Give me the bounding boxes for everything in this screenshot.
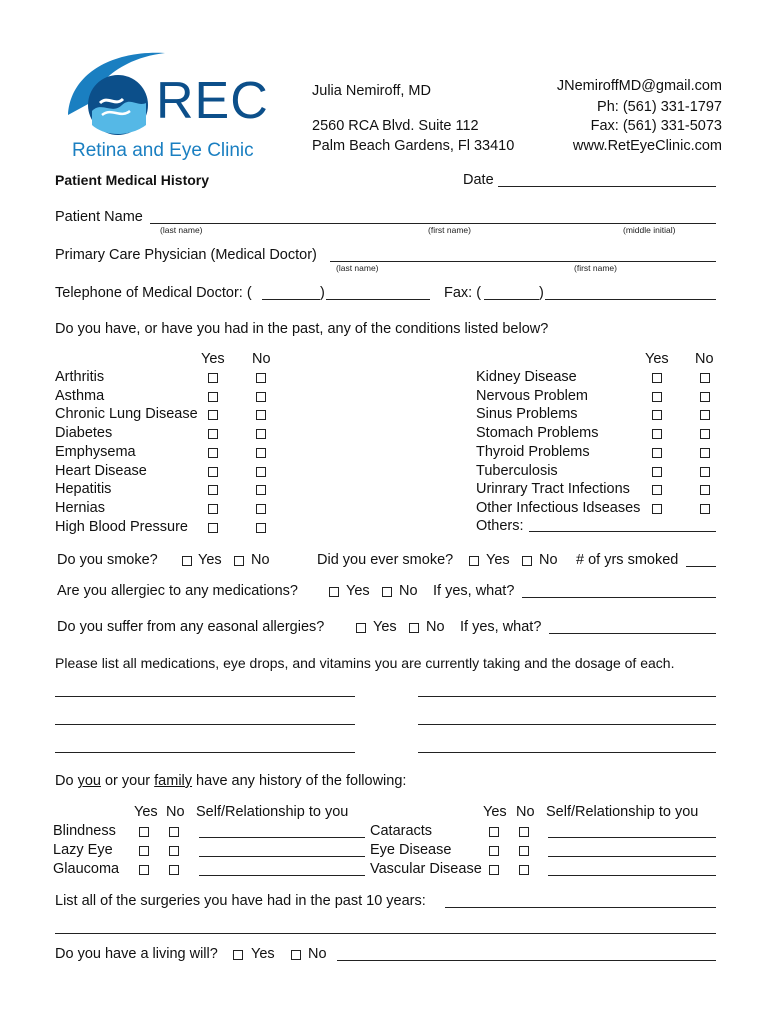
smoke-yes-checkbox[interactable]: [182, 556, 192, 566]
address-line1: 2560 RCA Blvd. Suite 112: [312, 118, 479, 134]
condition-yes-checkbox[interactable]: [652, 429, 662, 439]
seasonal-no-checkbox[interactable]: [409, 623, 419, 633]
smoke-no-label: No: [251, 552, 270, 568]
telephone-close-paren: ): [320, 285, 325, 301]
doctor-name: Julia Nemiroff, MD: [312, 83, 431, 99]
patient-name-field[interactable]: [150, 223, 716, 224]
condition-yes-checkbox[interactable]: [652, 373, 662, 383]
condition-yes-checkbox[interactable]: [208, 373, 218, 383]
surgeries-field[interactable]: [445, 907, 716, 908]
condition-yes-checkbox[interactable]: [652, 504, 662, 514]
family-condition-label: Vascular Disease: [370, 861, 482, 877]
fax-close-paren: ): [539, 285, 544, 301]
condition-yes-checkbox[interactable]: [208, 448, 218, 458]
condition-yes-checkbox[interactable]: [208, 392, 218, 402]
clinic-website: www.RetEyeClinic.com: [572, 138, 722, 154]
living-will-question: Do you have a living will?: [55, 946, 218, 962]
others-label: Others:: [476, 518, 524, 534]
condition-yes-checkbox[interactable]: [652, 410, 662, 420]
family-relationship-field[interactable]: [548, 856, 716, 857]
condition-label: Tuberculosis: [476, 462, 558, 479]
seasonal-yes-checkbox[interactable]: [356, 623, 366, 633]
left-no-header: No: [252, 351, 271, 367]
condition-no-checkbox[interactable]: [256, 392, 266, 402]
family-left-yes-header: Yes: [134, 804, 158, 820]
pcp-label: Primary Care Physician (Medical Doctor): [55, 247, 317, 263]
condition-no-checkbox[interactable]: [700, 485, 710, 495]
logo-text: REC: [156, 72, 269, 130]
smoke-question: Do you smoke?: [57, 552, 158, 568]
living-will-no-checkbox[interactable]: [291, 950, 301, 960]
ever-smoke-no-label: No: [539, 552, 558, 568]
allergic-yes-checkbox[interactable]: [329, 587, 339, 597]
condition-label: Sinus Problems: [476, 406, 578, 423]
family-no-checkbox[interactable]: [169, 846, 179, 856]
ever-smoke-no-checkbox[interactable]: [522, 556, 532, 566]
smoke-no-checkbox[interactable]: [234, 556, 244, 566]
medication-field[interactable]: [55, 696, 355, 697]
clinic-email: JNemiroffMD@gmail.com: [556, 78, 722, 94]
condition-yes-checkbox[interactable]: [652, 392, 662, 402]
seasonal-no-label: No: [426, 619, 445, 635]
patient-name-label: Patient Name: [55, 209, 143, 225]
condition-label: Asthma: [55, 387, 105, 404]
medication-field[interactable]: [418, 696, 716, 697]
allergic-if-yes-label: If yes, what?: [433, 583, 515, 599]
seasonal-details-field[interactable]: [549, 633, 716, 634]
family-relationship-field[interactable]: [199, 856, 365, 857]
clinic-logo: [60, 45, 290, 165]
allergic-yes-label: Yes: [346, 583, 370, 599]
family-condition-label: Eye Disease: [370, 842, 452, 858]
fax-area-field[interactable]: [484, 299, 539, 300]
condition-no-checkbox[interactable]: [256, 429, 266, 439]
condition-label: Emphysema: [55, 443, 136, 460]
condition-label: Urinrary Tract Infections: [476, 481, 630, 498]
family-condition-label: Cataracts: [370, 823, 433, 839]
family-yes-checkbox[interactable]: [489, 827, 499, 837]
allergic-no-checkbox[interactable]: [382, 587, 392, 597]
condition-label: Stomach Problems: [476, 425, 599, 442]
pcp-field[interactable]: [330, 261, 716, 262]
family-relationship-field[interactable]: [548, 837, 716, 838]
condition-no-checkbox[interactable]: [256, 448, 266, 458]
medication-field[interactable]: [55, 752, 355, 753]
allergic-no-label: No: [399, 583, 418, 599]
condition-no-checkbox[interactable]: [256, 504, 266, 514]
condition-no-checkbox[interactable]: [256, 467, 266, 477]
right-no-header: No: [695, 351, 714, 367]
condition-no-checkbox[interactable]: [700, 429, 710, 439]
condition-no-checkbox[interactable]: [700, 410, 710, 420]
family-right-relationship-header: Self/Relationship to you: [546, 804, 699, 820]
medications-prompt: Please list all medications, eye drops, and vitamins you are currently taking and the dosage of each.: [55, 655, 675, 671]
patient-middle-initial-hint: (middle initial): [623, 225, 676, 235]
seasonal-if-yes-label: If yes, what?: [460, 619, 542, 635]
conditions-question: Do you have, or have you had in the past, any of the conditions listed below?: [55, 321, 549, 337]
seasonal-question: Do you suffer from any easonal allergies?: [57, 619, 325, 635]
condition-no-checkbox[interactable]: [700, 504, 710, 514]
family-condition-label: Blindness: [53, 823, 116, 839]
surgeries-question: List all of the surgeries you have had in the past 10 years:: [55, 893, 426, 909]
family-yes-checkbox[interactable]: [139, 827, 149, 837]
condition-label: High Blood Pressure: [55, 518, 188, 535]
ever-smoke-yes-label: Yes: [486, 552, 510, 568]
living-will-details-field[interactable]: [337, 960, 716, 961]
condition-label: Other Infectious Idseases: [476, 499, 641, 516]
family-yes-checkbox[interactable]: [139, 846, 149, 856]
condition-yes-checkbox[interactable]: [208, 467, 218, 477]
telephone-label: Telephone of Medical Doctor: (: [55, 285, 252, 301]
condition-yes-checkbox[interactable]: [652, 467, 662, 477]
condition-yes-checkbox[interactable]: [652, 485, 662, 495]
date-field[interactable]: [498, 186, 716, 187]
family-no-checkbox[interactable]: [519, 827, 529, 837]
family-no-checkbox[interactable]: [519, 846, 529, 856]
patient-last-name-hint: (last name): [160, 225, 203, 235]
smoke-yes-label: Yes: [198, 552, 222, 568]
family-relationship-field[interactable]: [548, 875, 716, 876]
medication-field[interactable]: [418, 724, 716, 725]
condition-no-checkbox[interactable]: [256, 410, 266, 420]
address-line2: Palm Beach Gardens, Fl 33410: [312, 138, 515, 154]
family-relationship-field[interactable]: [199, 875, 365, 876]
medication-field[interactable]: [418, 752, 716, 753]
allergic-details-field[interactable]: [522, 597, 716, 598]
condition-yes-checkbox[interactable]: [208, 410, 218, 420]
condition-no-checkbox[interactable]: [700, 448, 710, 458]
condition-label: Hernias: [55, 499, 105, 516]
medication-field[interactable]: [55, 724, 355, 725]
form-title: Patient Medical History: [55, 172, 210, 188]
condition-yes-checkbox[interactable]: [652, 448, 662, 458]
surgeries-field[interactable]: [55, 933, 716, 934]
condition-no-checkbox[interactable]: [256, 373, 266, 383]
fax-number-field[interactable]: [545, 299, 716, 300]
condition-label: Hepatitis: [55, 481, 112, 498]
family-yes-checkbox[interactable]: [489, 846, 499, 856]
family-left-no-header: No: [166, 804, 185, 820]
condition-no-checkbox[interactable]: [700, 392, 710, 402]
condition-label: Chronic Lung Disease: [55, 406, 198, 423]
condition-label: Nervous Problem: [476, 387, 589, 404]
family-right-yes-header: Yes: [483, 804, 507, 820]
ever-smoke-question: Did you ever smoke?: [317, 552, 454, 568]
date-label: Date: [463, 172, 494, 188]
ever-smoke-yes-checkbox[interactable]: [469, 556, 479, 566]
condition-no-checkbox[interactable]: [700, 467, 710, 477]
family-no-checkbox[interactable]: [519, 865, 529, 875]
yrs-smoked-label: # of yrs smoked: [576, 552, 679, 568]
allergic-question: Are you allergiec to any medications?: [57, 583, 298, 599]
family-history-question: Do you or your family have any history of the following:: [55, 773, 407, 789]
pcp-first-name-hint: (first name): [574, 263, 617, 273]
condition-no-checkbox[interactable]: [256, 523, 266, 533]
right-yes-header: Yes: [645, 351, 669, 367]
left-yes-header: Yes: [201, 351, 225, 367]
family-condition-label: Glaucoma: [53, 861, 120, 877]
family-no-checkbox[interactable]: [169, 827, 179, 837]
pcp-last-name-hint: (last name): [336, 263, 379, 273]
family-yes-checkbox[interactable]: [139, 865, 149, 875]
family-condition-label: Lazy Eye: [53, 842, 113, 858]
patient-first-name-hint: (first name): [428, 225, 471, 235]
eye-wave-icon: [60, 45, 170, 140]
logo-subtitle: Retina and Eye Clinic: [72, 140, 254, 161]
living-will-yes-label: Yes: [251, 946, 275, 962]
condition-label: Arthritis: [55, 369, 105, 385]
condition-label: Diabetes: [55, 425, 113, 442]
telephone-area-field[interactable]: [262, 299, 320, 300]
telephone-number-field[interactable]: [326, 299, 430, 300]
condition-no-checkbox[interactable]: [256, 485, 266, 495]
fax-label: Fax: (: [444, 285, 482, 301]
seasonal-yes-label: Yes: [373, 619, 397, 635]
condition-label: Thyroid Problems: [476, 443, 590, 460]
family-left-relationship-header: Self/Relationship to you: [196, 804, 349, 820]
family-relationship-field[interactable]: [199, 837, 365, 838]
condition-no-checkbox[interactable]: [700, 373, 710, 383]
family-right-no-header: No: [516, 804, 535, 820]
living-will-no-label: No: [308, 946, 327, 962]
yrs-smoked-field[interactable]: [686, 566, 716, 567]
condition-yes-checkbox[interactable]: [208, 485, 218, 495]
condition-yes-checkbox[interactable]: [208, 429, 218, 439]
condition-label: Heart Disease: [55, 462, 147, 479]
clinic-phone: Ph: (561) 331-1797: [597, 99, 722, 115]
family-no-checkbox[interactable]: [169, 865, 179, 875]
others-field[interactable]: [529, 531, 716, 532]
condition-yes-checkbox[interactable]: [208, 504, 218, 514]
clinic-fax: Fax: (561) 331-5073: [590, 118, 722, 134]
living-will-yes-checkbox[interactable]: [233, 950, 243, 960]
family-yes-checkbox[interactable]: [489, 865, 499, 875]
condition-label: Kidney Disease: [476, 369, 577, 385]
condition-yes-checkbox[interactable]: [208, 523, 218, 533]
